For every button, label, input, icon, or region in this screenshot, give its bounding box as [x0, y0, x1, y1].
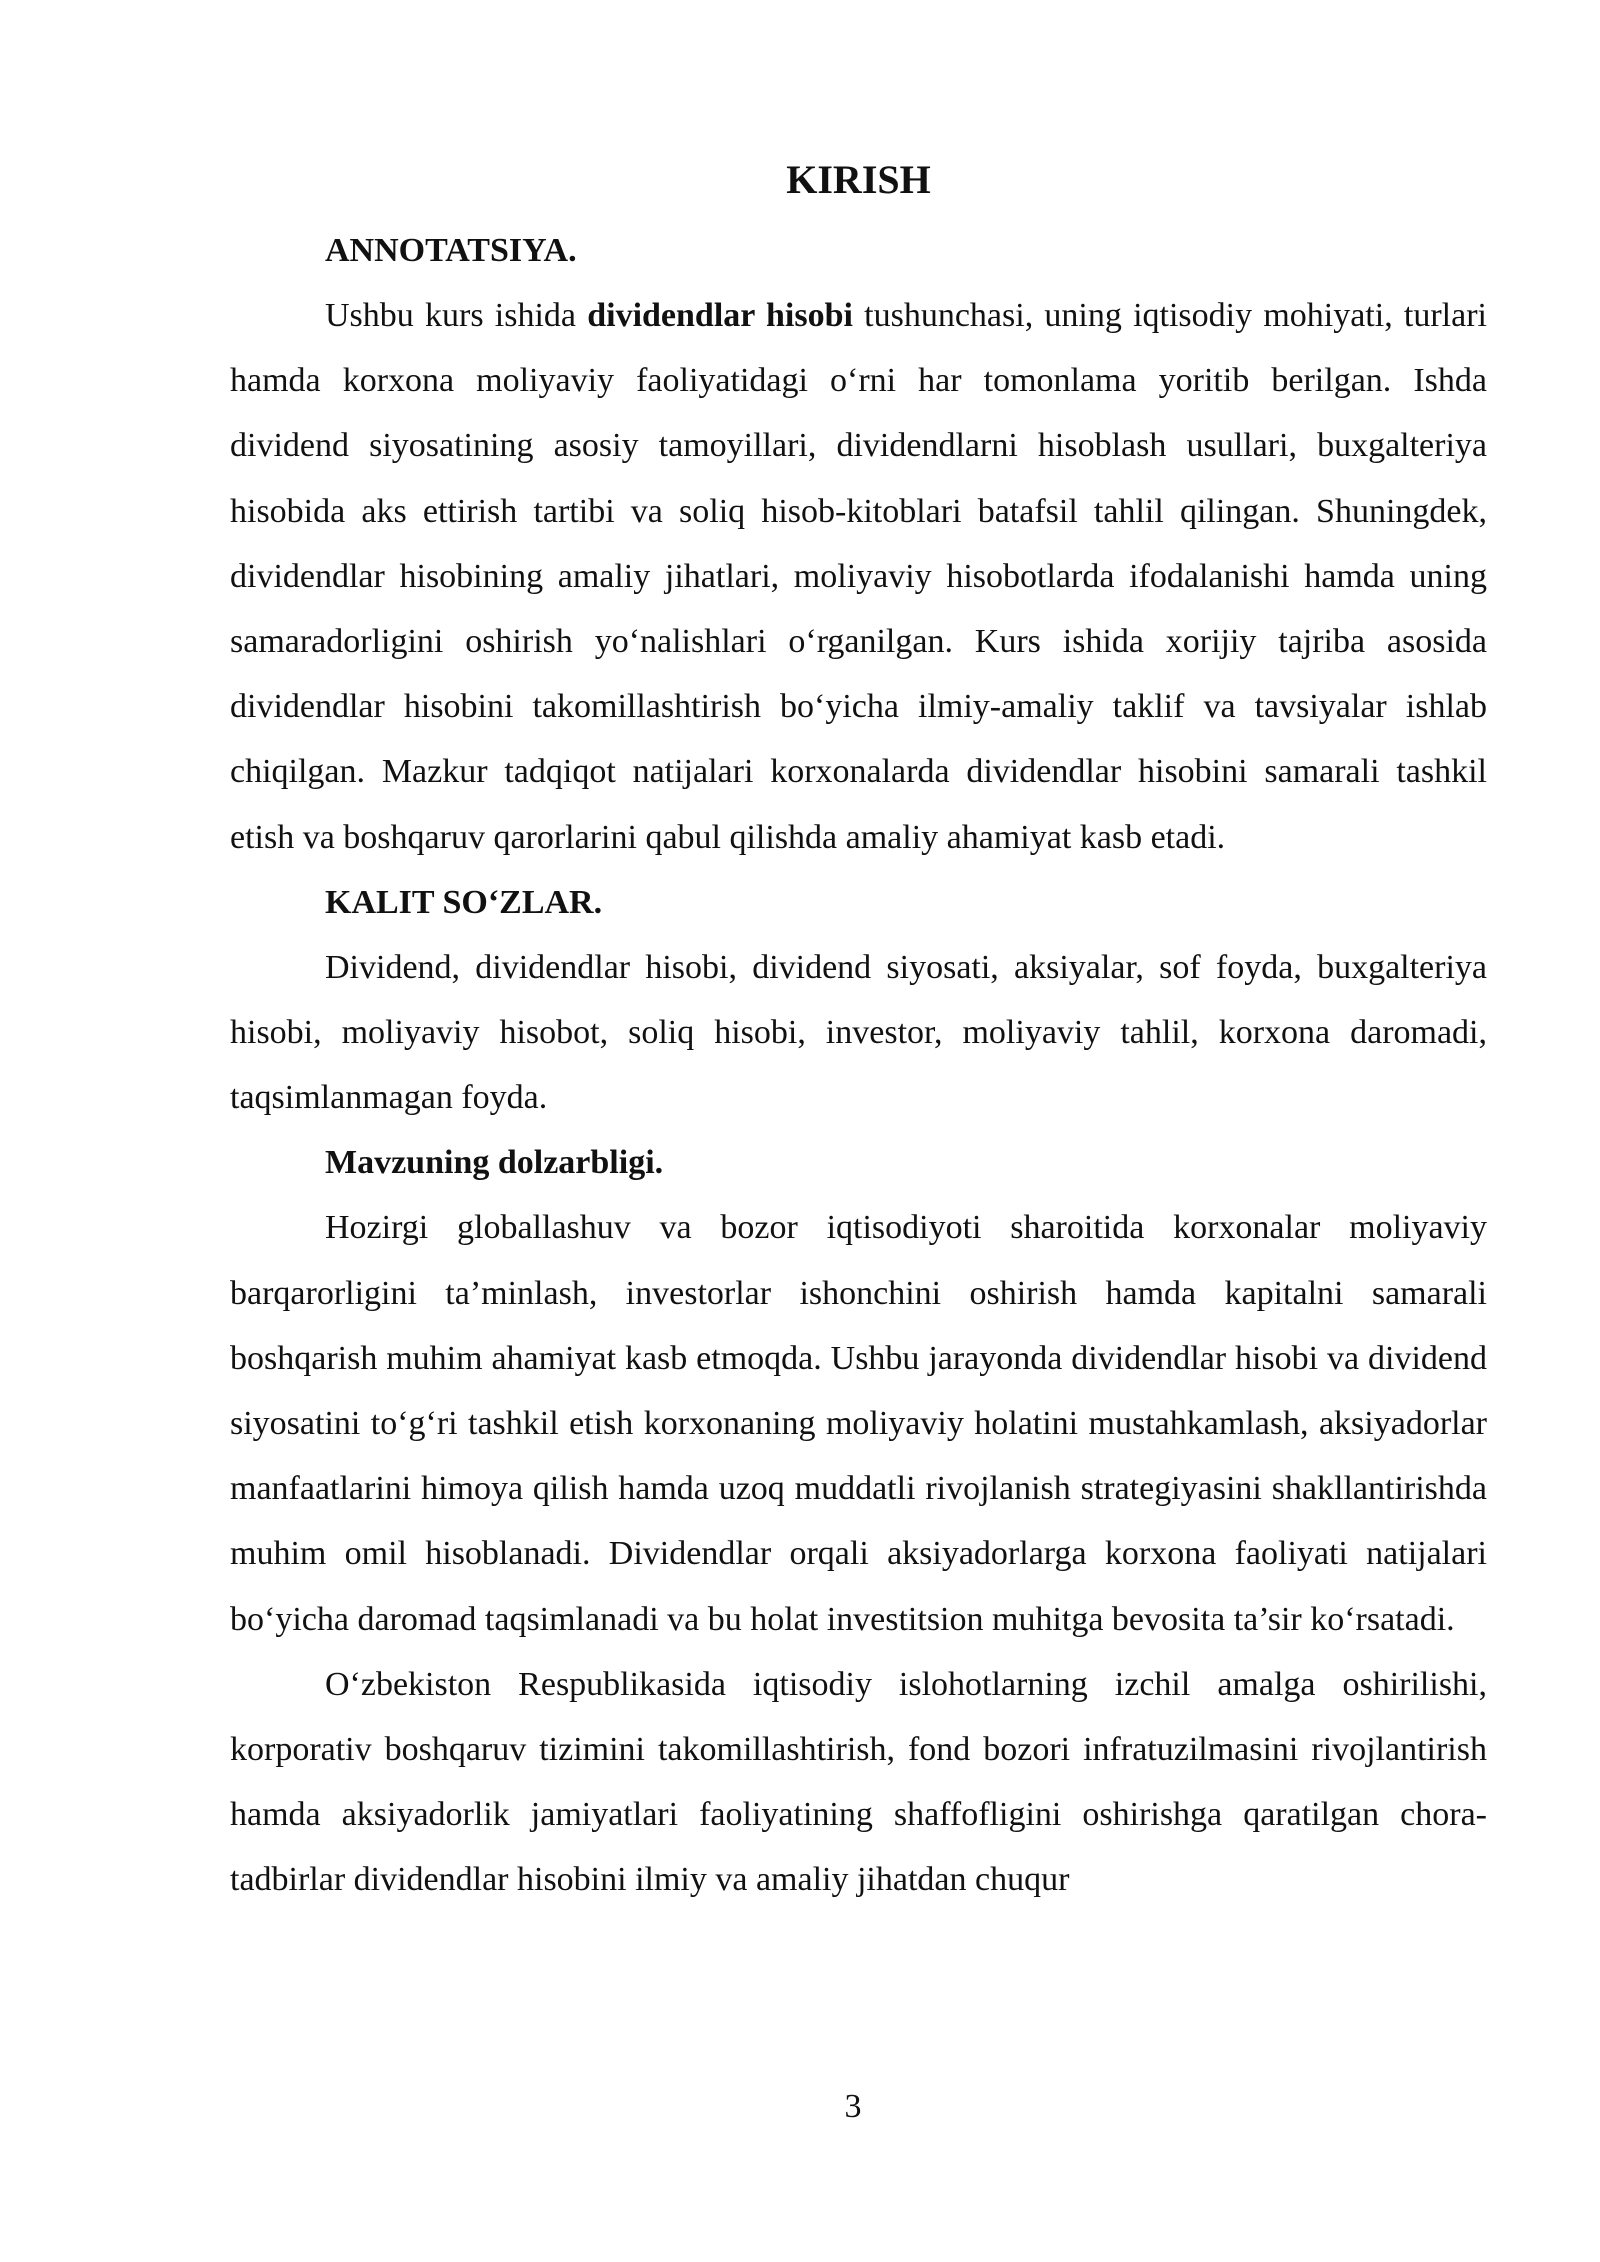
relevance-heading: Mavzuning dolzarbligi. [325, 1144, 664, 1182]
annotation-paragraph [230, 283, 1487, 870]
keywords-heading: KALIT SO‘ZLAR. [325, 883, 603, 921]
page-number: 3 [844, 2088, 862, 2125]
annotation-heading: ANNOTATSIYA. [325, 232, 577, 269]
relevance-paragraph-1: Hozirgi globallashuv va bozor iqtisodiyoti sharoitida korxonalar moliyaviy barqarorligini ta’minlash, investorlar ishonchini oshirish hamda kapitalni samarali boshqarish muhim ahamiyat kasb etmoqda. Ushbu jarayonda dividendlar hisobi va dividend siyosatini to‘g‘ri tashkil etish korxonaning moliyaviy holatini mustahkamlash, aksiyadorlar manfaatlarini himoya qilish hamda uzoq muddatli rivojlanish strategiyasini shakllantirishda muhim omil hisoblanadi. Dividendlar orqali aksiyadorlarga korxona faoliyati natijalari bo‘yicha daromad taqsimlanadi va bu holat investitsion muhitga bevosita ta’sir ko‘rsatadi. [230, 1209, 1487, 1638]
page-content [230, 150, 1487, 1913]
annotation-lead: Ushbu kurs ishida [325, 297, 588, 334]
page-title: KIRISH [786, 157, 931, 202]
keywords-paragraph: Dividend, dividendlar hisobi, dividend siyosati, aksiyalar, sof foyda, buxgalteriya hisobi, moliyaviy hisobot, soliq hisobi, investor, moliyaviy tahlil, korxona daromadi, taqsimlanmagan foyda. [230, 948, 1487, 1117]
annotation-bold-term: dividendlar hisobi [587, 297, 853, 334]
annotation-rest: tushunchasi, uning iqtisodiy mohiyati, turlari hamda korxona moliyaviy faoliyatidagi o‘rni har tomonlama yoritib berilgan. Ishda dividend siyosatining asosiy tamoyillari, dividendlarni hisoblash usullari, buxgalteriya hisobida aks ettirish tartibi va soliq hisob-kitoblari batafsil tahlil qilingan. Shuningdek, dividendlar hisobining amaliy jihatlari, moliyaviy hisobotlarda ifodalanishi hamda uning samaradorligini oshirish yo‘nalishlari o‘rganilgan. Kurs ishida xorijiy tajriba asosida dividendlar hisobini takomillashtirish bo‘yicha ilmiy-amaliy taklif va tavsiyalar ishlab chiqilgan. Mazkur tadqiqot natijalari korxonalarda dividendlar hisobini samarali tashkil etish va boshqaruv qarorlarini qabul qilishda amaliy ahamiyat kasb etadi. [230, 297, 1487, 856]
relevance-paragraph-2: O‘zbekiston Respublikasida iqtisodiy islohotlarning izchil amalga oshirilishi, korporativ boshqaruv tizimini takomillashtirish, fond bozori infratuzilmasini rivojlantirish hamda aksiyadorlik jamiyatlari faoliyatining shaffofligini oshirishga qaratilgan chora-tadbirlar dividendlar hisobini ilmiy va amaliy jihatdan chuqur [230, 1665, 1487, 1899]
